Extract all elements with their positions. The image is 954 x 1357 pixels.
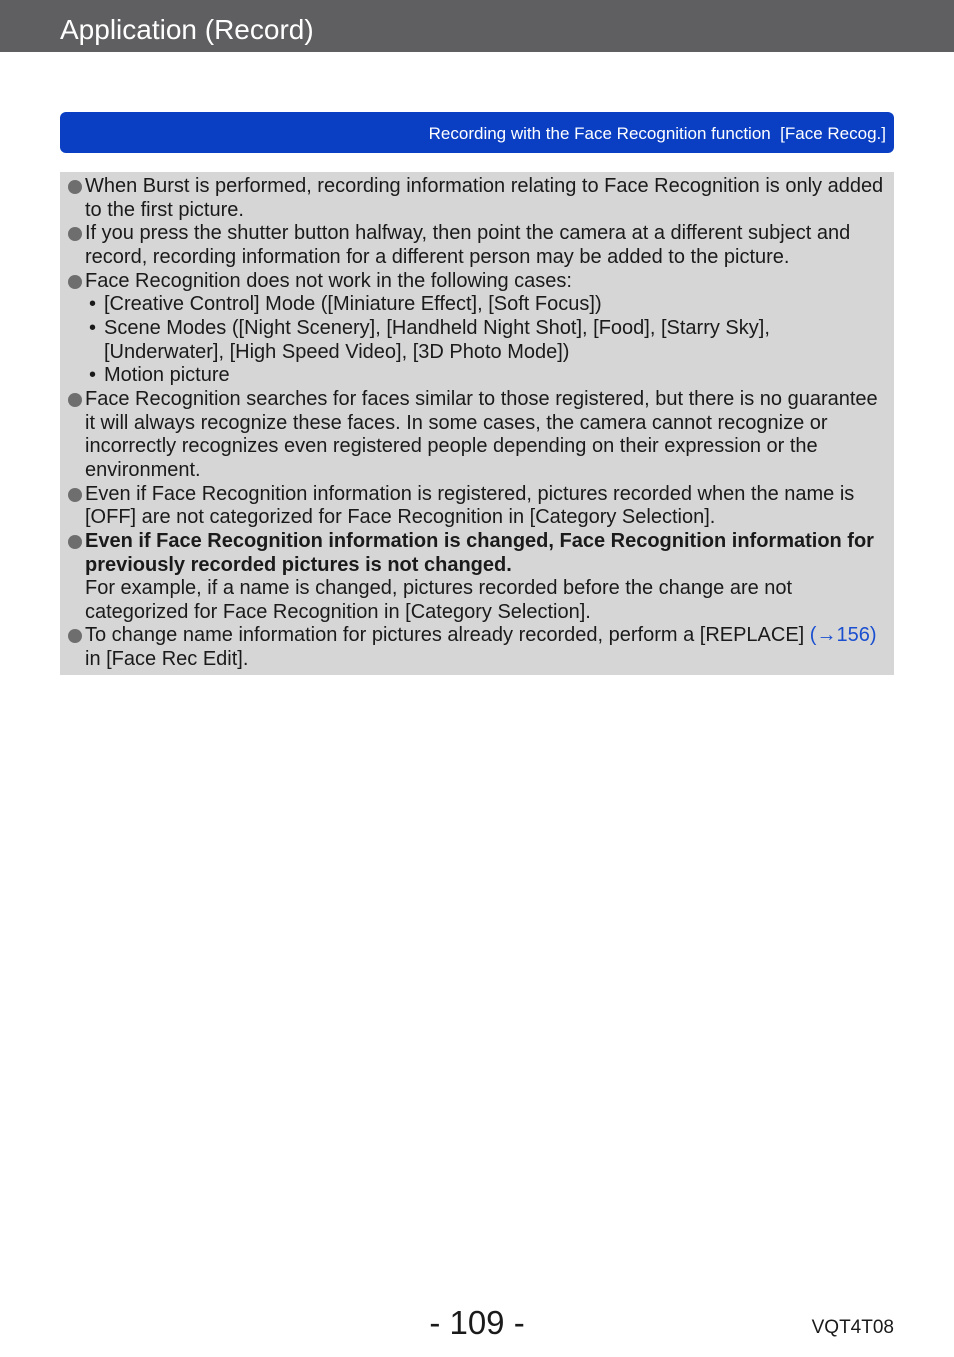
note-burst — [60, 175, 894, 222]
section-banner — [60, 112, 894, 153]
page-number: - 109 - — [429, 1304, 525, 1341]
note-example-text: For example, if a name is changed, pictures recorded before the change are not categorized for Face Recognition in [Category Selection]. — [85, 577, 793, 623]
bullet-dot-icon — [68, 393, 82, 407]
case-item — [60, 364, 894, 388]
note-text: If you press the shutter button halfway, then point the camera at a different subject and record, recording information for a different person may be added to the picture. — [85, 222, 851, 268]
bullet-dot-icon — [68, 629, 82, 643]
note-changed — [60, 530, 894, 625]
bullet-dot-icon — [68, 275, 82, 289]
note-text: Even if Face Recognition information is registered, pictures recorded when the name is [OFF] are not categorized for Face Recognition in [Category Selection]. — [85, 482, 855, 529]
note-replace — [60, 624, 894, 671]
note-text: To change name information for pictures already recorded, perform a [REPLACE] — [85, 624, 810, 647]
sub-bullet-icon: • — [89, 293, 97, 316]
notes-list — [60, 175, 894, 672]
bullet-dot-icon — [68, 180, 82, 194]
note-off-name — [60, 483, 894, 530]
case-item — [60, 293, 894, 317]
page-reference-link[interactable]: (→156) — [809, 624, 877, 647]
header-bar — [0, 0, 954, 52]
case-text: Motion picture — [104, 364, 230, 387]
case-text: Scene Modes ([Night Scenery], [Handheld Night Shot], [Food], [Starry Sky], [Underwater], [High Speed Video], [3D Photo Mode]) — [104, 316, 770, 363]
note-not-work — [60, 270, 894, 294]
section-title: Recording with the Face Recognition function [Face Recog.] — [428, 124, 886, 143]
note-text: Face Recognition searches for faces similar to those registered, but there is no guarantee it will always recognize these faces. In some cases, the camera cannot recognize or incorrectly recognizes even registered people depending on their expression or the environment. — [85, 387, 878, 481]
note-text: Face Recognition does not work in the following cases: — [85, 269, 572, 292]
case-text: [Creative Control] Mode ([Miniature Effect], [Soft Focus]) — [104, 293, 602, 316]
bullet-dot-icon — [68, 488, 82, 502]
note-text: in [Face Rec Edit]. — [85, 648, 249, 671]
notes-box — [60, 172, 894, 675]
note-bold-text: Even if Face Recognition information is changed, Face Recognition information for previously recorded pictures is not changed. — [85, 529, 874, 576]
page-title: Application (Record) — [60, 14, 314, 45]
sub-bullet-icon: • — [89, 316, 97, 339]
bullet-dot-icon — [68, 535, 82, 549]
note-halfway — [60, 222, 894, 269]
note-searches — [60, 388, 894, 483]
bullet-dot-icon — [68, 227, 82, 241]
document-code: VQT4T08 — [811, 1317, 894, 1338]
case-item — [60, 317, 894, 364]
sub-bullet-icon: • — [89, 364, 97, 387]
note-text: When Burst is performed, recording information relating to Face Recognition is only added to the first picture. — [85, 175, 884, 221]
